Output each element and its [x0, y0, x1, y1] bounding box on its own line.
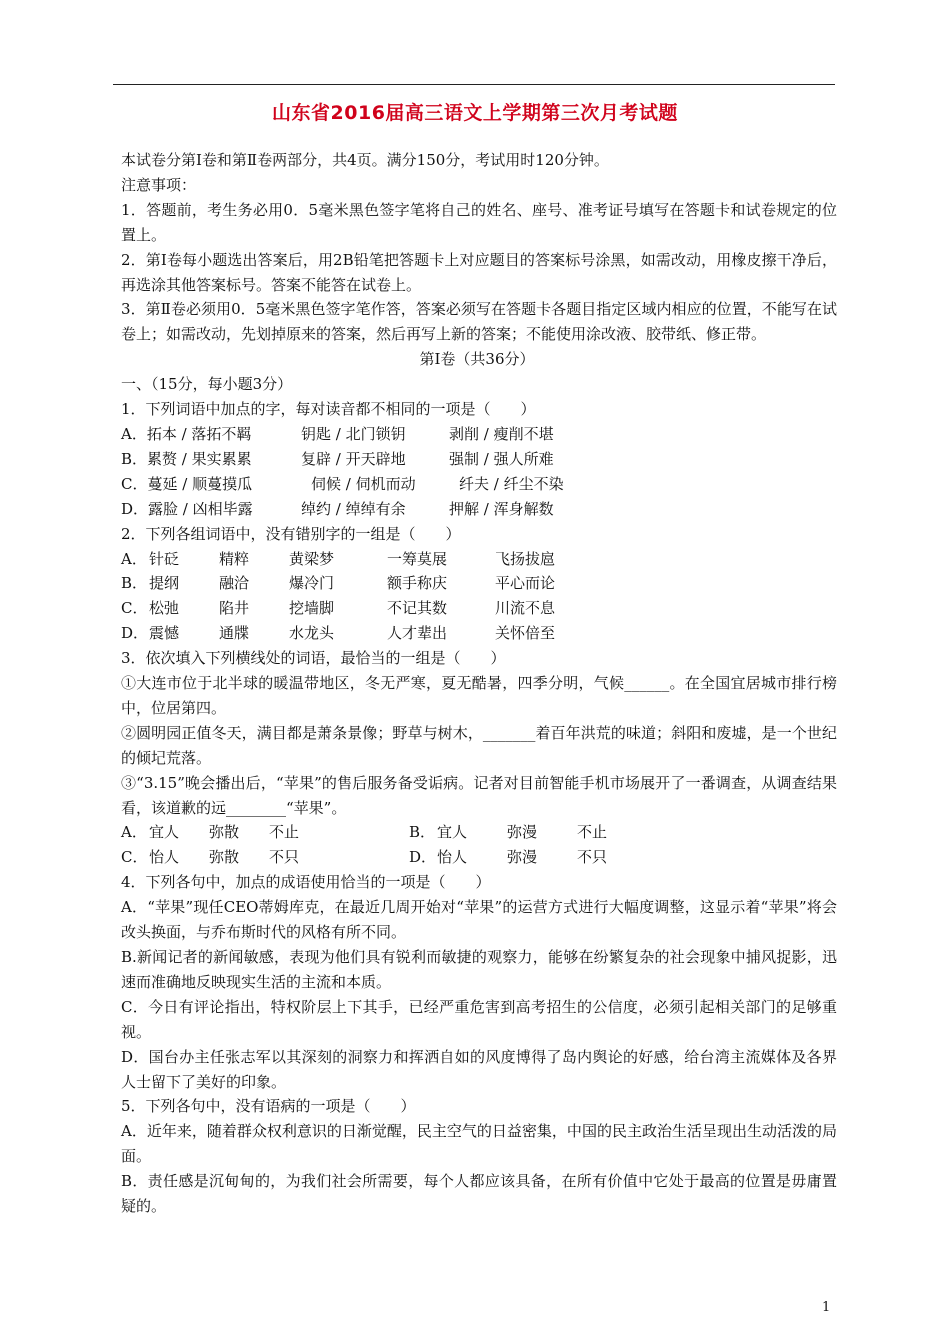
option-cell: 绰约 / 绰绰有余 — [301, 499, 406, 518]
question-stem: 2．下列各组词语中，没有错别字的一组是（ ） — [121, 524, 461, 543]
exam-body — [117, 148, 837, 1219]
option-row — [117, 845, 837, 870]
question-option: A．“苹果”现任CEO蒂姆库克，在最近几周开始对“苹果”的运营方式进行大幅度调整，这显示着“苹果”将会改头换面，与乔布斯时代的风格有所不同。 — [121, 898, 837, 942]
question-item: ①大连市位于北半球的暖温带地区，冬无严寒，夏无酷暑，四季分明，气候______。在全国宜居城市排行榜中，位居第四。 — [121, 674, 837, 717]
option-cell: 弥漫 — [507, 823, 538, 842]
option-cell: 怡人 — [149, 848, 180, 867]
option-cell: 水龙头 — [289, 624, 335, 643]
section-heading: 一、（15分，每小题3分） — [121, 375, 293, 394]
option-cell: 黄梁梦 — [289, 549, 335, 568]
option-row — [117, 596, 837, 621]
question-item: ②圆明园正值冬天，满目都是萧条景像；野草与树木，_______着百年洪荒的味道；斜阳和废墟，是一个世纪的倾圮荒落。 — [121, 723, 837, 767]
option-cell: 不只 — [577, 848, 608, 867]
option-cell: A．拓本 / 落拓不羁 — [121, 424, 252, 443]
page-title: 山东省2016届高三语文上学期第三次月考试题 — [272, 102, 678, 124]
option-letter: A． — [121, 549, 147, 568]
option-cell: 通牒 — [219, 624, 250, 643]
option-cell: 复辟 / 开天辟地 — [301, 449, 406, 468]
option-cell: B．累赘 / 果实累累 — [121, 449, 252, 468]
question-option: C．今日有评论指出，特权阶层上下其手，已经严重危害到高考招生的公信度，必须引起相关部门的足够重视。 — [121, 997, 837, 1041]
option-cell: 宜人 — [437, 823, 468, 842]
option-cell: 剥削 / 瘦削不堪 — [449, 424, 554, 443]
question-option: B.新闻记者的新闻敏感，表现为他们具有锐利而敏捷的观察力，能够在纷繁复杂的社会现象中捕风捉影，迅速而准确地反映现实生活的主流和本质。 — [121, 948, 837, 991]
option-cell: 钥匙 / 北门锁钥 — [301, 424, 406, 443]
option-cell: 额手称庆 — [387, 574, 448, 593]
option-row — [117, 447, 837, 472]
question-option: D．国台办主任张志军以其深刻的洞察力和挥洒自如的风度博得了岛内舆论的好感，给台湾主流媒体及各界人士留下了美好的印象。 — [121, 1047, 837, 1091]
question-option: A．近年来，随着群众权利意识的日渐觉醒，民主空气的日益密集，中国的民主政治生活呈现出生动活泼的局面。 — [121, 1122, 837, 1166]
question-option: B．责任感是沉甸甸的，为我们社会所需要，每个人都应该具备，在所有价值中它处于最高的位置是毋庸置疑的。 — [121, 1172, 837, 1216]
option-cell: 陷井 — [219, 599, 250, 618]
notice-heading: 注意事项： — [121, 175, 197, 194]
option-letter: B． — [121, 574, 148, 593]
question-stem: 3．依次填入下列横线处的词语，最恰当的一组是（ ） — [121, 649, 506, 668]
option-cell: 挖墙脚 — [289, 599, 335, 618]
option-cell: 弥漫 — [507, 848, 538, 867]
notice-item: 3．第Ⅱ卷必须用0．5毫米黑色签字笔作答，答案必须写在答题卡各题目指定区域内相应的位置，不能写在试卷上；如需改动，先划掉原来的答案，然后再写上新的答案；不能使用涂改液、胶带纸、修正带。 — [121, 300, 837, 344]
header-rule — [113, 84, 835, 85]
option-row — [117, 472, 837, 497]
notice-item: 1．答题前，考生务必用0．5毫米黑色签字笔将自己的姓名、座号、准考证号填写在答题卡和试卷规定的位置上。 — [121, 200, 837, 244]
option-letter: C． — [121, 848, 148, 867]
option-cell: 纤夫 / 纤尘不染 — [459, 474, 564, 493]
option-cell: 不只 — [269, 848, 300, 867]
option-cell: 弥散 — [209, 823, 240, 842]
option-cell: 精粹 — [219, 549, 250, 568]
option-cell: 提纲 — [149, 574, 180, 593]
option-cell: D．露脸 / 凶相毕露 — [121, 499, 253, 518]
question-stem: 4．下列各句中，加点的成语使用恰当的一项是（ ） — [121, 873, 491, 892]
option-cell: 针砭 — [149, 549, 180, 568]
option-cell: C．蔓延 / 顺蔓摸瓜 — [121, 474, 253, 493]
option-cell: 不止 — [577, 823, 608, 842]
option-letter: D． — [121, 624, 149, 643]
option-cell: 不止 — [269, 823, 300, 842]
option-cell: 融洽 — [219, 574, 250, 593]
option-cell: 宜人 — [149, 823, 180, 842]
page-number: 1 — [822, 1300, 831, 1315]
option-letter: B． — [409, 823, 436, 842]
option-row — [117, 497, 837, 522]
option-row — [117, 422, 837, 447]
option-row — [117, 547, 837, 572]
option-cell: 押解 / 浑身解数 — [449, 499, 554, 518]
option-letter: C． — [121, 599, 148, 618]
option-cell: 弥散 — [209, 848, 240, 867]
option-cell: 松弛 — [149, 599, 180, 618]
option-cell: 不记其数 — [387, 599, 448, 618]
option-cell: 震憾 — [149, 624, 180, 643]
notice-item: 2．第Ⅰ卷每小题选出答案后，用2B铅笔把答题卡上对应题目的答案标号涂黑，如需改动，用橡皮擦干净后，再选涂其他答案标号。答案不能答在试卷上。 — [121, 250, 837, 294]
option-cell: 飞扬拔扈 — [495, 549, 556, 568]
option-cell: 平心而论 — [495, 574, 556, 593]
option-cell: 关怀倍至 — [495, 624, 556, 643]
option-cell: 人才辈出 — [387, 624, 448, 643]
option-cell: 一筹莫展 — [387, 549, 448, 568]
option-letter: A． — [121, 823, 147, 842]
option-cell: 怡人 — [437, 848, 468, 867]
option-cell: 强制 / 强人所难 — [449, 449, 554, 468]
option-cell: 伺候 / 伺机而动 — [311, 474, 416, 493]
question-stem: 1．下列词语中加点的字，每对读音都不相同的一项是（ ） — [121, 400, 536, 419]
option-letter: D． — [409, 848, 437, 867]
intro-text: 本试卷分第Ⅰ卷和第Ⅱ卷两部分，共4页。满分150分，考试用时120分钟。 — [121, 151, 609, 169]
volume-heading: 第Ⅰ卷（共36分） — [419, 350, 535, 369]
question-stem: 5．下列各句中，没有语病的一项是（ ） — [121, 1097, 416, 1116]
option-row — [117, 571, 837, 596]
option-cell: 川流不息 — [495, 599, 556, 618]
question-item: ③“3.15”晚会播出后，“苹果”的售后服务备受诟病。记者对目前智能手机市场展开了一番调查，从调查结果看，该道歉的远________“苹果”。 — [121, 773, 837, 817]
option-row — [117, 820, 837, 845]
option-row — [117, 621, 837, 646]
option-cell: 爆冷门 — [289, 574, 335, 593]
